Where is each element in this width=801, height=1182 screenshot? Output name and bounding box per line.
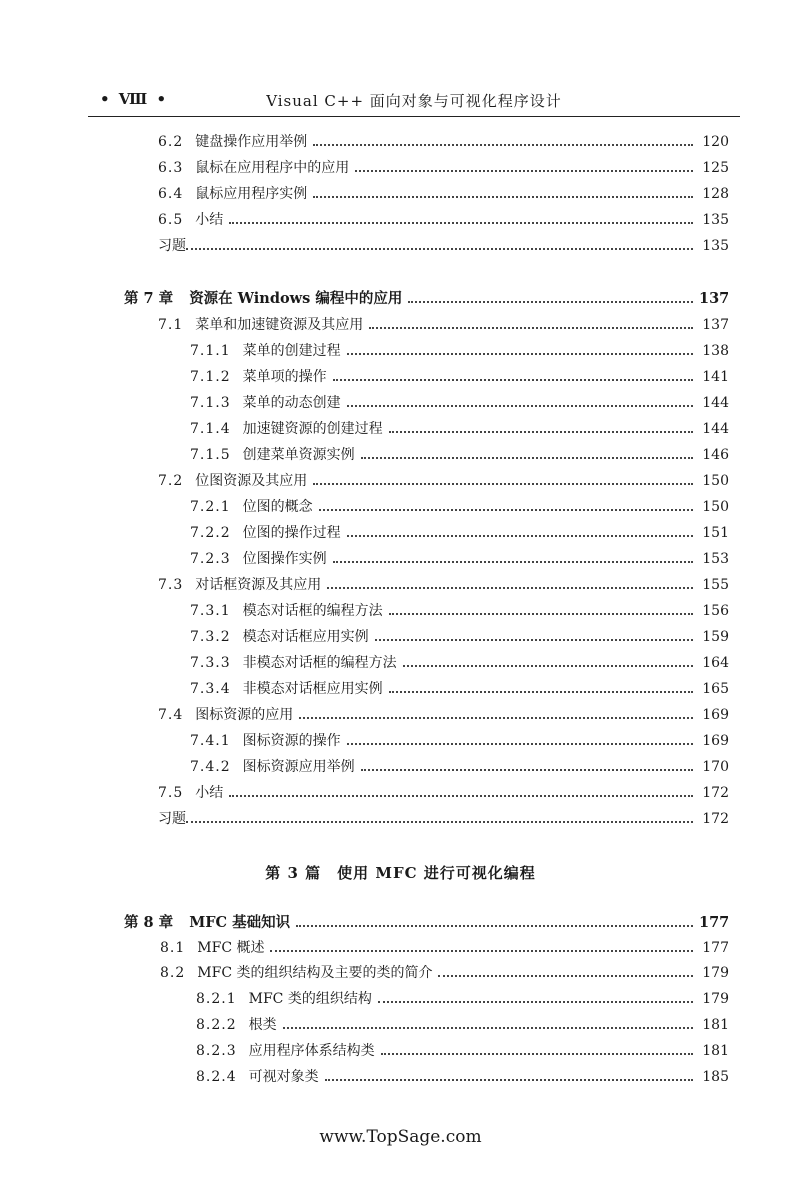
entry-title: 模态对话框的编程方法 <box>242 603 383 619</box>
entry-page: 150 <box>702 473 729 489</box>
entry-number: 7.1.1 <box>190 343 231 359</box>
leader-dots <box>389 691 693 693</box>
entry-title: 菜单的创建过程 <box>242 343 341 359</box>
entry-page: 181 <box>702 1043 729 1059</box>
toc-subentry[interactable] <box>190 392 729 414</box>
entry-number: 7.4.1 <box>190 733 231 749</box>
toc-subentry[interactable] <box>190 678 729 700</box>
leader-dots <box>369 327 693 329</box>
leader-dots <box>403 665 693 667</box>
toc-entry[interactable] <box>158 183 729 205</box>
toc-entry[interactable] <box>158 157 729 179</box>
entry-number: 8.2.3 <box>196 1043 237 1059</box>
entry-page: 156 <box>702 603 729 619</box>
toc-entry[interactable] <box>158 470 729 492</box>
toc-subentry[interactable] <box>190 730 729 752</box>
leader-dots <box>299 717 693 719</box>
entry-number: 7.2.3 <box>190 551 231 567</box>
toc-subentry[interactable] <box>190 626 729 648</box>
toc-entry[interactable] <box>158 314 729 336</box>
entry-title: MFC 概述 <box>197 940 265 956</box>
entry-page: 172 <box>702 785 729 801</box>
leader-dots <box>347 405 693 407</box>
entry-number: 7.3 <box>158 577 184 593</box>
leader-dots <box>229 222 693 224</box>
leader-dots <box>313 144 693 146</box>
entry-title: 小结 <box>195 212 224 228</box>
entry-page: 128 <box>702 186 729 202</box>
entry-page: 125 <box>702 160 729 176</box>
entry-page: 169 <box>702 707 729 723</box>
leader-dots <box>361 457 693 459</box>
entry-number: 7.1.5 <box>190 447 231 463</box>
leader-dots <box>327 587 693 589</box>
toc-subentry[interactable] <box>190 600 729 622</box>
entry-title: 鼠标在应用程序中的应用 <box>195 160 350 176</box>
entry-title: 图标资源的操作 <box>242 733 341 749</box>
leader-dots <box>378 1001 693 1003</box>
leader-dots <box>381 1053 693 1055</box>
entry-number: 8.2.2 <box>196 1017 237 1033</box>
entry-title: 模态对话框应用实例 <box>242 629 369 645</box>
entry-title: 位图操作实例 <box>242 551 327 567</box>
entry-title: 键盘操作应用举例 <box>195 134 308 150</box>
toc-entry[interactable] <box>158 131 729 153</box>
entry-number: 7.4.2 <box>190 759 231 775</box>
entry-page: 185 <box>702 1069 729 1085</box>
entry-number: 8.2 <box>160 965 186 981</box>
leader-dots <box>319 509 693 511</box>
toc-entry[interactable] <box>158 808 729 830</box>
entry-page: 120 <box>702 134 729 150</box>
entry-title: 非模态对话框应用实例 <box>242 681 383 697</box>
toc-entry[interactable] <box>160 962 729 984</box>
entry-page: 138 <box>702 343 729 359</box>
entry-title: 应用程序体系结构类 <box>248 1043 375 1059</box>
entry-number: 7.2 <box>158 473 184 489</box>
entry-title: 鼠标应用程序实例 <box>195 186 308 202</box>
leader-dots <box>347 353 693 355</box>
toc-subentry[interactable] <box>190 756 729 778</box>
entry-page: 153 <box>702 551 729 567</box>
entry-number: 6.2 <box>158 134 184 150</box>
entry-title: 非模态对话框的编程方法 <box>242 655 397 671</box>
entry-title: 加速键资源的创建过程 <box>242 421 383 437</box>
entry-title: 习题 <box>158 238 186 254</box>
chapter-number: 第 7 章 <box>124 290 174 307</box>
entry-title: 对话框资源及其应用 <box>195 577 322 593</box>
chapter-title: MFC 基础知识 <box>189 914 291 931</box>
leader-dots <box>325 1079 693 1081</box>
entry-page: 170 <box>702 759 729 775</box>
leader-dots <box>313 196 693 198</box>
leader-dots <box>333 379 693 381</box>
entry-page: 135 <box>702 238 729 254</box>
toc-chapter[interactable] <box>124 288 729 310</box>
chapter-title: 资源在 Windows 编程中的应用 <box>189 290 403 307</box>
leader-dots <box>283 1027 693 1029</box>
toc-subentry[interactable] <box>196 988 729 1010</box>
toc-subentry[interactable] <box>196 1066 729 1088</box>
toc-chapter[interactable] <box>124 912 729 934</box>
toc-entry[interactable] <box>158 704 729 726</box>
entry-page: 177 <box>702 940 729 956</box>
toc-subentry[interactable] <box>190 522 729 544</box>
leader-dots <box>408 301 693 303</box>
toc-entry[interactable] <box>158 209 729 231</box>
entry-page: 169 <box>702 733 729 749</box>
entry-page: 146 <box>702 447 729 463</box>
leader-dots <box>438 975 693 977</box>
entry-page: 181 <box>702 1017 729 1033</box>
entry-page: 159 <box>702 629 729 645</box>
part-heading: 第 3 篇 使用 MFC 进行可视化编程 <box>265 864 536 882</box>
entry-number: 7.3.1 <box>190 603 231 619</box>
toc-subentry[interactable] <box>190 366 729 388</box>
leader-dots <box>229 795 693 797</box>
leader-dots <box>389 431 693 433</box>
entry-number: 8.1 <box>160 940 186 956</box>
entry-title: 菜单的动态创建 <box>242 395 341 411</box>
entry-title: 可视对象类 <box>248 1069 319 1085</box>
entry-title: 小结 <box>195 785 224 801</box>
leader-dots <box>361 769 693 771</box>
toc-subentry[interactable] <box>190 496 729 518</box>
entry-page: 144 <box>702 395 729 411</box>
leader-dots <box>186 248 693 250</box>
entry-title: MFC 类的组织结构 <box>248 991 372 1007</box>
entry-title: 位图的操作过程 <box>242 525 341 541</box>
entry-number: 7.3.3 <box>190 655 231 671</box>
leader-dots <box>355 170 693 172</box>
leader-dots <box>389 613 693 615</box>
toc-subentry[interactable] <box>190 548 729 570</box>
entry-number: 7.1.4 <box>190 421 231 437</box>
footer-watermark: www.TopSage.com <box>319 1127 482 1147</box>
toc-entry[interactable] <box>158 574 729 596</box>
leader-dots <box>186 821 693 823</box>
entry-page: 141 <box>702 369 729 385</box>
entry-title: 菜单和加速键资源及其应用 <box>195 317 364 333</box>
toc-subentry[interactable] <box>196 1040 729 1062</box>
leader-dots <box>296 925 693 927</box>
toc-subentry[interactable] <box>190 444 729 466</box>
toc-subentry[interactable] <box>190 652 729 674</box>
entry-number: 6.5 <box>158 212 184 228</box>
entry-page: 179 <box>702 965 729 981</box>
book-title: Visual C++ 面向对象与可视化程序设计 <box>266 92 562 110</box>
entry-number: 7.1.2 <box>190 369 231 385</box>
entry-title: 图标资源的应用 <box>195 707 294 723</box>
leader-dots <box>270 950 693 952</box>
entry-page: 137 <box>702 317 729 333</box>
entry-page: 165 <box>702 681 729 697</box>
entry-number: 7.4 <box>158 707 184 723</box>
entry-title: 图标资源应用举例 <box>242 759 355 775</box>
page-number: • Ⅷ • <box>100 90 169 108</box>
toc-subentry[interactable] <box>196 1014 729 1036</box>
entry-number: 7.2.2 <box>190 525 231 541</box>
leader-dots <box>313 483 693 485</box>
entry-page: 155 <box>702 577 729 593</box>
entry-page: 150 <box>702 499 729 515</box>
chapter-number: 第 8 章 <box>124 914 174 931</box>
entry-title: 位图的概念 <box>242 499 313 515</box>
entry-page: 177 <box>699 914 730 931</box>
entry-number: 6.4 <box>158 186 184 202</box>
entry-title: 创建菜单资源实例 <box>242 447 355 463</box>
entry-page: 172 <box>702 811 729 827</box>
entry-title: 菜单项的操作 <box>242 369 327 385</box>
entry-page: 137 <box>699 290 730 307</box>
entry-page: 179 <box>702 991 729 1007</box>
toc-entry[interactable] <box>158 782 729 804</box>
entry-number: 7.1 <box>158 317 184 333</box>
toc-entry[interactable] <box>160 937 729 959</box>
leader-dots <box>347 743 693 745</box>
running-header <box>88 86 740 117</box>
entry-number: 7.1.3 <box>190 395 231 411</box>
entry-title: 根类 <box>248 1017 277 1033</box>
entry-page: 144 <box>702 421 729 437</box>
leader-dots <box>347 535 693 537</box>
entry-page: 164 <box>702 655 729 671</box>
entry-number: 7.3.2 <box>190 629 231 645</box>
entry-number: 7.5 <box>158 785 184 801</box>
entry-number: 6.3 <box>158 160 184 176</box>
entry-number: 7.2.1 <box>190 499 231 515</box>
leader-dots <box>375 639 693 641</box>
toc-subentry[interactable] <box>190 418 729 440</box>
toc-entry[interactable] <box>158 235 729 257</box>
entry-page: 151 <box>702 525 729 541</box>
leader-dots <box>333 561 693 563</box>
entry-title: 习题 <box>158 811 186 827</box>
entry-title: MFC 类的组织结构及主要的类的简介 <box>197 965 433 981</box>
entry-number: 8.2.1 <box>196 991 237 1007</box>
entry-number: 8.2.4 <box>196 1069 237 1085</box>
entry-title: 位图资源及其应用 <box>195 473 308 489</box>
entry-page: 135 <box>702 212 729 228</box>
entry-number: 7.3.4 <box>190 681 231 697</box>
toc-subentry[interactable] <box>190 340 729 362</box>
